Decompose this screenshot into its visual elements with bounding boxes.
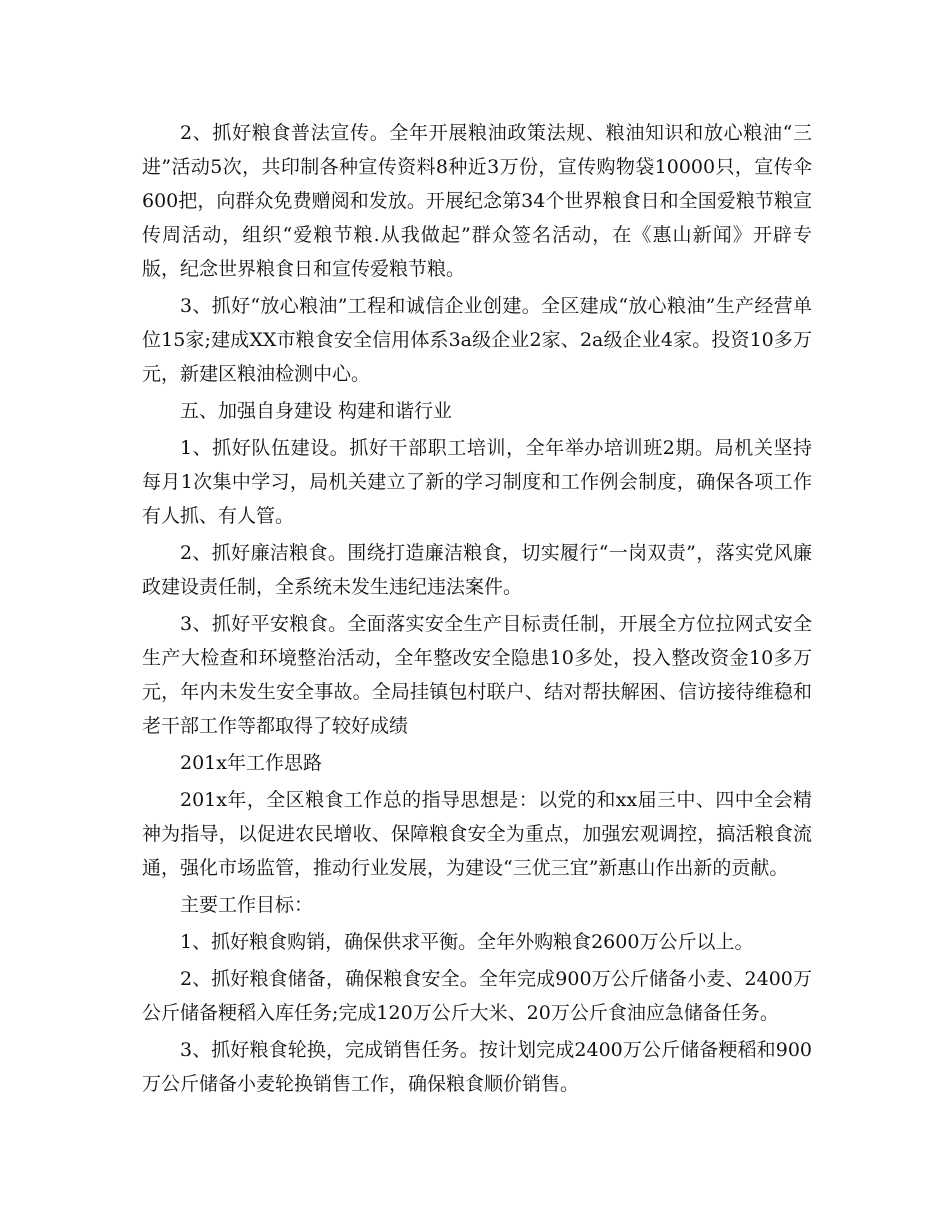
document-body [142, 116, 812, 1104]
paragraph-goal-grain-reserve: 2、抓好粮食储备，确保粮食安全。全年完成900万公斤储备小麦、2400万公斤储备粳稻入库任务;完成120万公斤大米、20万公斤食油应急储备任务。 [142, 968, 812, 1024]
paragraph-team-building: 1、抓好队伍建设。抓好干部职工培训，全年举办培训班2期。局机关坚持每月1次集中学习，局机关建立了新的学习制度和工作例会制度，确保各项工作有人抓、有人管。 [142, 437, 812, 527]
paragraph-trusted-grain-oil: 3、抓好“放心粮油”工程和诚信企业创建。全区建成“放心粮油”生产经营单位15家;建成XX市粮食安全信用体系3a级企业2家、2a级企业4家。投资10多万元，新建区粮油检测中心。 [142, 295, 812, 385]
paragraph-safe-grain: 3、抓好平安粮食。全面落实安全生产目标责任制，开展全方位拉网式安全生产大检查和环境整治活动，全年整改安全隐患10多处，投入整改资金10多万元，年内未发生安全事故。全局挂镇包村联户、结对帮扶解困、信访接待维稳和老干部工作等都取得了较好成绩 [142, 613, 812, 737]
section-heading-main-goals: 主要工作目标： [180, 894, 314, 916]
paragraph-goal-grain-rotation: 3、抓好粮食轮换，完成销售任务。按计划完成2400万公斤储备粳稻和900万公斤储备小麦轮换销售工作，确保粮食顺价销售。 [142, 1039, 812, 1095]
paragraph-guiding-ideology: 201x年，全区粮食工作总的指导思想是：以党的和xx届三中、四中全会精神为指导，以促进农民增收、保障粮食安全为重点，加强宏观调控，搞活粮食流通，强化市场监管，推动行业发展，为建设“三优三宜”新惠山作出新的贡献。 [142, 789, 812, 879]
section-heading-self-building: 五、加强自身建设 构建和谐行业 [180, 400, 453, 422]
section-heading-work-plan: 201x年工作思路 [180, 752, 322, 774]
paragraph-goal-purchase-sales: 1、抓好粮食购销，确保供求平衡。全年外购粮食2600万公斤以上。 [180, 931, 754, 953]
paragraph-clean-grain: 2、抓好廉洁粮食。围绕打造廉洁粮食，切实履行“一岗双责”，落实党风廉政建设责任制，全系统未发生违纪违法案件。 [142, 542, 812, 598]
paragraph-grain-law-publicity: 2、抓好粮食普法宣传。全年开展粮油政策法规、粮油知识和放心粮油“三进”活动5次，共印制各种宣传资料8种近3万份，宣传购物袋10000只，宣传伞600把，向群众免费赠阅和发放。开展纪念第34个世界粮食日和全国爱粮节粮宣传周活动，组织“爱粮节粮.从我做起”群众签名活动，在《惠山新闻》开辟专版，纪念世界粮食日和宣传爱粮节粮。 [142, 122, 812, 280]
